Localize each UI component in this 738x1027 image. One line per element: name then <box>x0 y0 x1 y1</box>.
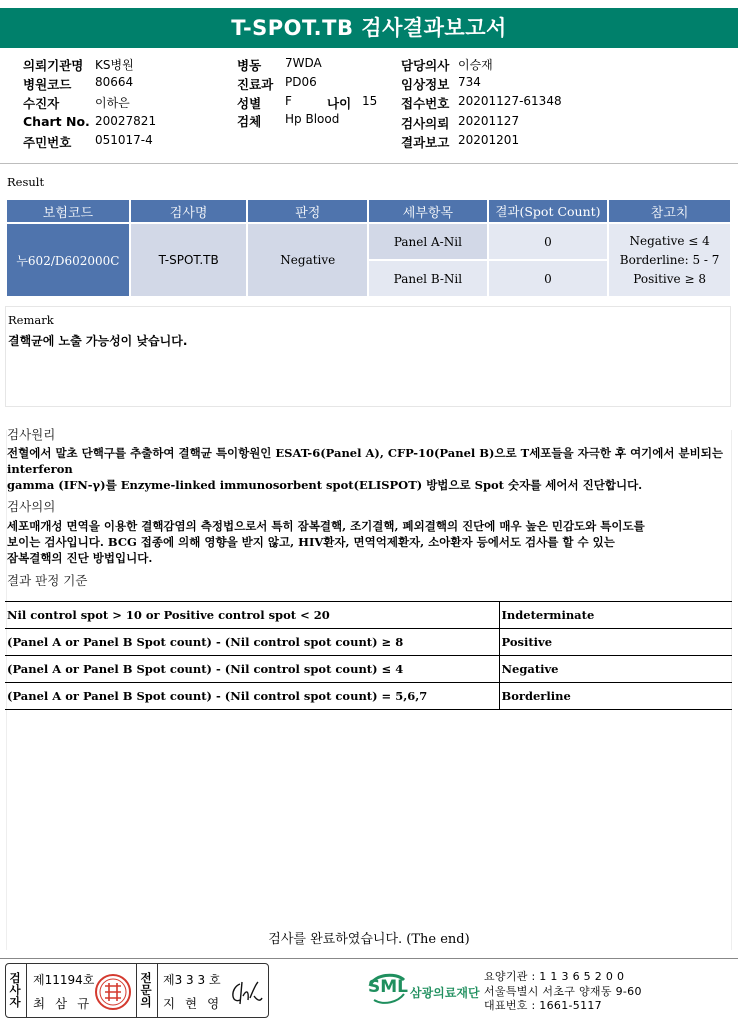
criteria-condition: (Panel A or Panel B Spot count) - (Nil control spot count) = 5,6,7 <box>5 683 499 710</box>
principle-text <box>7 445 731 493</box>
collector-label: 수진자 <box>23 96 60 111</box>
org-name: 삼광의료재단 <box>410 986 480 1000</box>
spot-count-cell-2: 0 <box>489 261 608 296</box>
collector-value: 이하은 <box>95 96 130 110</box>
principle-label: 검사원리 <box>7 427 56 442</box>
info-row-2 <box>0 75 738 94</box>
footer-separator <box>0 958 738 959</box>
info-row-5 <box>0 133 738 152</box>
clinical-info-label: 임상정보 <box>401 77 450 92</box>
detail-item-cell-1: Panel A-Nil <box>369 224 487 259</box>
sml-logo-text: SML <box>368 977 408 997</box>
doctor-label: 담당의사 <box>401 58 450 73</box>
signature-box <box>5 963 269 1018</box>
specialist-signature-icon <box>228 978 264 1008</box>
result-header-row <box>7 200 730 222</box>
header-reference: 참고치 <box>609 200 730 222</box>
inspector-label-char: 검 <box>9 971 21 985</box>
principle-line-1: 전혈에서 말초 단핵구를 추출하여 결핵균 특이항원인 ESAT-6(Panel A), CFP-10(Panel B)으로 T세포들을 자극한 후 여기에서 분비되는 <box>7 446 723 460</box>
clinical-info-value: 734 <box>458 75 481 89</box>
inspector-label-char: 자 <box>9 995 21 1009</box>
inspector-vertical-label <box>8 972 22 1008</box>
specialist-name: 지 현 영 <box>163 996 223 1011</box>
detail-item-cell-2: Panel B-Nil <box>369 261 487 296</box>
inspector-license-no: 제11194호 <box>33 973 95 987</box>
criteria-result: Positive <box>499 629 732 656</box>
inspector-label-char: 사 <box>9 983 21 997</box>
result-table <box>5 198 732 298</box>
criteria-row <box>5 629 732 656</box>
request-date-value: 20201127 <box>458 114 520 128</box>
hospital-code-label: 병원코드 <box>23 77 72 92</box>
info-row-3 <box>0 94 738 113</box>
sex-value: F <box>285 94 292 108</box>
specialist-label-char: 문 <box>140 983 152 997</box>
report-title: T-SPOT.TB 검사결과보고서 <box>0 8 738 48</box>
principle-line-2: interferon <box>7 462 73 476</box>
result-row-1 <box>7 224 730 259</box>
sig-divider <box>157 964 158 1017</box>
report-date-label: 결과보고 <box>401 135 450 150</box>
criteria-condition: (Panel A or Panel B Spot count) - (Nil control spot count) ≤ 4 <box>5 656 499 683</box>
ward-value: 7WDA <box>285 56 322 70</box>
criteria-table <box>5 601 732 710</box>
specialist-license-no: 제3 3 3 호 <box>163 973 221 987</box>
criteria-condition: (Panel A or Panel B Spot count) - (Nil control spot count) ≥ 8 <box>5 629 499 656</box>
end-of-report-text: 검사를 완료하였습니다. (The end) <box>268 932 470 947</box>
header-test-name: 검사명 <box>131 200 247 222</box>
test-name-cell: T-SPOT.TB <box>131 224 247 296</box>
header-judgment: 판정 <box>248 200 367 222</box>
significance-line-1: 세포매개성 면역을 이용한 결핵감염의 측정법으로서 특히 잠복결핵, 조기결핵, 폐외결핵의 진단에 매우 높은 민감도와 특이도를 <box>7 519 645 533</box>
criteria-row <box>5 683 732 710</box>
org-contact-lines <box>484 970 642 1014</box>
report-date-value: 20201201 <box>458 133 520 147</box>
sex-label: 성별 <box>237 96 262 111</box>
principle-line-3: gamma (IFN-γ)를 Enzyme-linked immunosorbent spot(ELISPOT) 방법으로 Spot 숫자를 세어서 진단합니다. <box>7 478 643 492</box>
sig-divider <box>26 964 27 1017</box>
sig-divider <box>136 964 137 1017</box>
header-insurance-code: 보험코드 <box>7 200 129 222</box>
significance-text <box>7 518 731 566</box>
institution-value: KS병원 <box>95 58 134 72</box>
header-detail-item: 세부항목 <box>369 200 487 222</box>
remark-label: Remark <box>8 313 54 327</box>
specimen-label: 검체 <box>237 114 262 129</box>
reference-borderline: Borderline: 5 - 7 <box>619 252 720 267</box>
department-value: PD06 <box>285 75 317 89</box>
judgment-cell: Negative <box>248 224 367 296</box>
chart-no-label: Chart No. <box>23 114 90 129</box>
info-row-4 <box>0 114 738 133</box>
insurance-code-cell: 누602/D602000C <box>7 224 129 296</box>
remark-box <box>5 306 731 407</box>
institution-label: 의뢰기관명 <box>23 58 84 73</box>
remark-text: 결핵균에 노출 가능성이 낮습니다. <box>8 334 188 348</box>
significance-label: 검사의의 <box>7 499 56 514</box>
organization-block <box>366 968 736 1018</box>
criteria-row <box>5 656 732 683</box>
criteria-condition: Nil control spot > 10 or Positive control spot < 20 <box>5 602 499 629</box>
criteria-result: Borderline <box>499 683 732 710</box>
specialist-vertical-label <box>139 972 153 1008</box>
header-spot-count: 결과(Spot Count) <box>489 200 608 222</box>
inspector-name: 최 삼 규 <box>33 996 93 1011</box>
significance-line-2: 보이는 검사입니다. BCG 접종에 의해 영향을 받지 않고, HIV환자, 면역억제환자, 소아환자 등에서도 검사를 할 수 있는 <box>7 535 615 549</box>
org-phone: 대표번호 : 1661-5117 <box>484 999 602 1012</box>
specialist-label-char: 의 <box>140 995 152 1009</box>
age-value: 15 <box>362 94 378 108</box>
specimen-value: Hp Blood <box>285 112 340 126</box>
info-separator <box>0 163 738 164</box>
reference-positive: Positive ≥ 8 <box>633 271 706 286</box>
specialist-label-char: 전 <box>140 971 152 985</box>
receipt-no-value: 20201127-61348 <box>458 94 562 108</box>
doctor-value: 이승재 <box>458 58 493 72</box>
criteria-result: Negative <box>499 656 732 683</box>
spot-count-cell-1: 0 <box>489 224 608 259</box>
reference-cell <box>609 224 730 296</box>
department-label: 진료과 <box>237 77 274 92</box>
criteria-label: 결과 판정 기준 <box>7 573 88 588</box>
inspector-seal-icon <box>94 973 132 1011</box>
org-care-code: 요양기관 : 1 1 3 6 5 2 0 0 <box>484 970 625 983</box>
request-date-label: 검사의뢰 <box>401 116 450 131</box>
ward-label: 병동 <box>237 58 262 73</box>
age-label: 나이 <box>327 96 352 111</box>
receipt-no-label: 접수번호 <box>401 96 450 111</box>
criteria-result: Indeterminate <box>499 602 732 629</box>
hospital-code-value: 80664 <box>95 75 134 89</box>
result-section-label: Result <box>7 175 45 189</box>
org-address: 서울특별시 서초구 양재동 9-60 <box>484 984 642 998</box>
chart-no-value: 20027821 <box>95 114 157 128</box>
info-row-1 <box>0 56 738 75</box>
resident-no-value: 051017-4 <box>95 133 153 147</box>
reference-negative: Negative ≤ 4 <box>629 233 710 248</box>
resident-no-label: 주민번호 <box>23 135 72 150</box>
patient-info-block <box>0 56 738 156</box>
criteria-row <box>5 602 732 629</box>
significance-line-3: 잠복결핵의 진단 방법입니다. <box>7 551 153 565</box>
